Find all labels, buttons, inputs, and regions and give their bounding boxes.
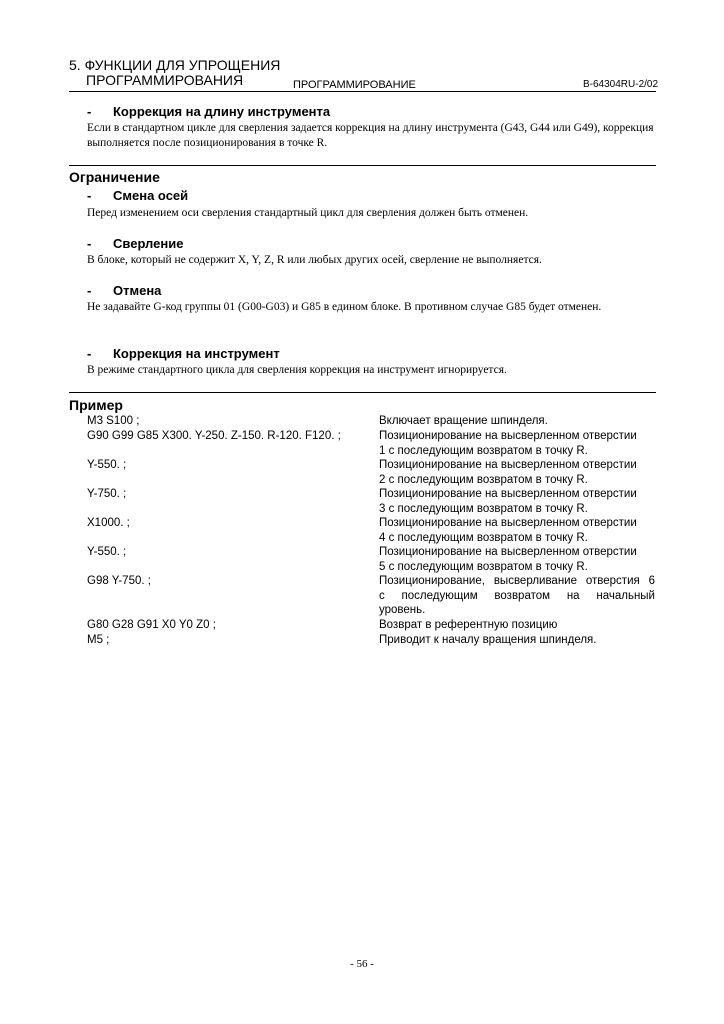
description-line: с последующим возвратом на начальный [379,589,655,602]
description-line: Позиционирование на высверленном отверстии [379,459,637,471]
description-line: Позиционирование на высверленном отверстии [379,488,637,500]
subheading-title: Отмена [113,283,162,298]
example-description [379,487,655,516]
example-description [379,516,655,545]
example-description [379,545,655,574]
paragraph-cancel: Не задавайте G-код группы 01 (G00-G03) и G85 в едином блоке. В противном случае G85 будет отменен. [87,301,602,313]
example-code: G98 Y-750. ; [87,575,151,587]
paragraph-axis-change: Перед изменением оси сверления стандартный цикл для сверления должен быть отменен. [87,207,529,219]
example-code: M5 ; [87,634,110,646]
subheading-title: Коррекция на длину инструмента [113,104,331,119]
subheading-drilling [87,236,487,252]
subheading-title: Сверление [113,236,184,251]
example-code: Y-750. ; [87,488,127,500]
description-line: Позиционирование на высверленном отверстии [379,517,637,529]
description-line: Позиционирование на высверленном отверстии [379,430,637,442]
subheading-tool-length [87,104,487,120]
description-line: 1 с последующим возвратом в точку R. [379,444,588,457]
document-code: B-64304RU-2/02 [583,79,659,90]
bullet-dash: - [87,104,92,119]
description-line: Возврат в референтную позицию [379,619,558,631]
chapter-heading-line1: 5. ФУНКЦИИ ДЛЯ УПРОЩЕНИЯ [69,57,281,73]
bullet-dash: - [87,236,92,251]
chapter-heading [69,58,280,88]
description-line: 2 с последующим возвратом в точку R. [379,473,588,486]
section-title-restrictions: Ограничение [69,169,160,185]
section-title-example: Пример [69,397,123,413]
example-description [379,633,655,648]
header-rule [69,91,656,92]
example-code: G90 G99 G85 X300. Y-250. Z-150. R-120. F120. ; [87,430,341,442]
example-code: M3 S100 ; [87,415,140,427]
example-description [379,574,655,618]
bullet-dash: - [87,188,92,203]
description-line: 5 с последующим возвратом в точку R. [379,560,588,573]
description-line: уровень. [379,604,426,617]
subheading-cancel [87,283,487,299]
example-description [379,429,655,458]
subheading-title: Смена осей [113,188,189,203]
paragraph-tool-length: Если в стандартном цикле для сверления задается коррекция на длину инструмента (G43, G44 или G49), коррекция выполняется после позиционирования в точке R. [87,122,654,149]
description-line: Включает вращение шпинделя. [379,415,548,427]
subheading-title: Коррекция на инструмент [113,346,280,361]
page-number: - 56 - [350,958,374,970]
bullet-dash: - [87,283,92,298]
example-code: X1000. ; [87,517,130,529]
description-line: 3 с последующим возвратом в точку R. [379,502,588,515]
section-rule [69,392,656,393]
description-line: 4 с последующим возвратом в точку R. [379,531,588,544]
subheading-axis-change [87,188,487,204]
description-line: Позиционирование на высверленном отверстии [379,546,637,558]
example-code: G80 G28 G91 X0 Y0 Z0 ; [87,619,216,631]
description-line: Позиционирование, высверливание отверстия 6 [379,575,655,587]
section-rule [69,165,656,166]
example-code: Y-550. ; [87,459,127,471]
subheading-tool-offset [87,346,487,362]
example-description [379,618,655,633]
paragraph-drilling: В блоке, который не содержит X, Y, Z, R или любых других осей, сверление не выполняется. [87,254,542,266]
bullet-dash: - [87,346,92,361]
chapter-heading-line2: ПРОГРАММИРОВАНИЯ [86,72,244,88]
example-code: Y-550. ; [87,546,127,558]
example-description [379,458,655,487]
example-description [379,414,655,429]
running-header: ПРОГРАММИРОВАНИЕ [293,79,416,91]
description-line: Приводит к началу вращения шпинделя. [379,634,597,646]
paragraph-tool-offset: В режиме стандартного цикла для сверления коррекция на инструмент игнорируется. [87,364,507,376]
